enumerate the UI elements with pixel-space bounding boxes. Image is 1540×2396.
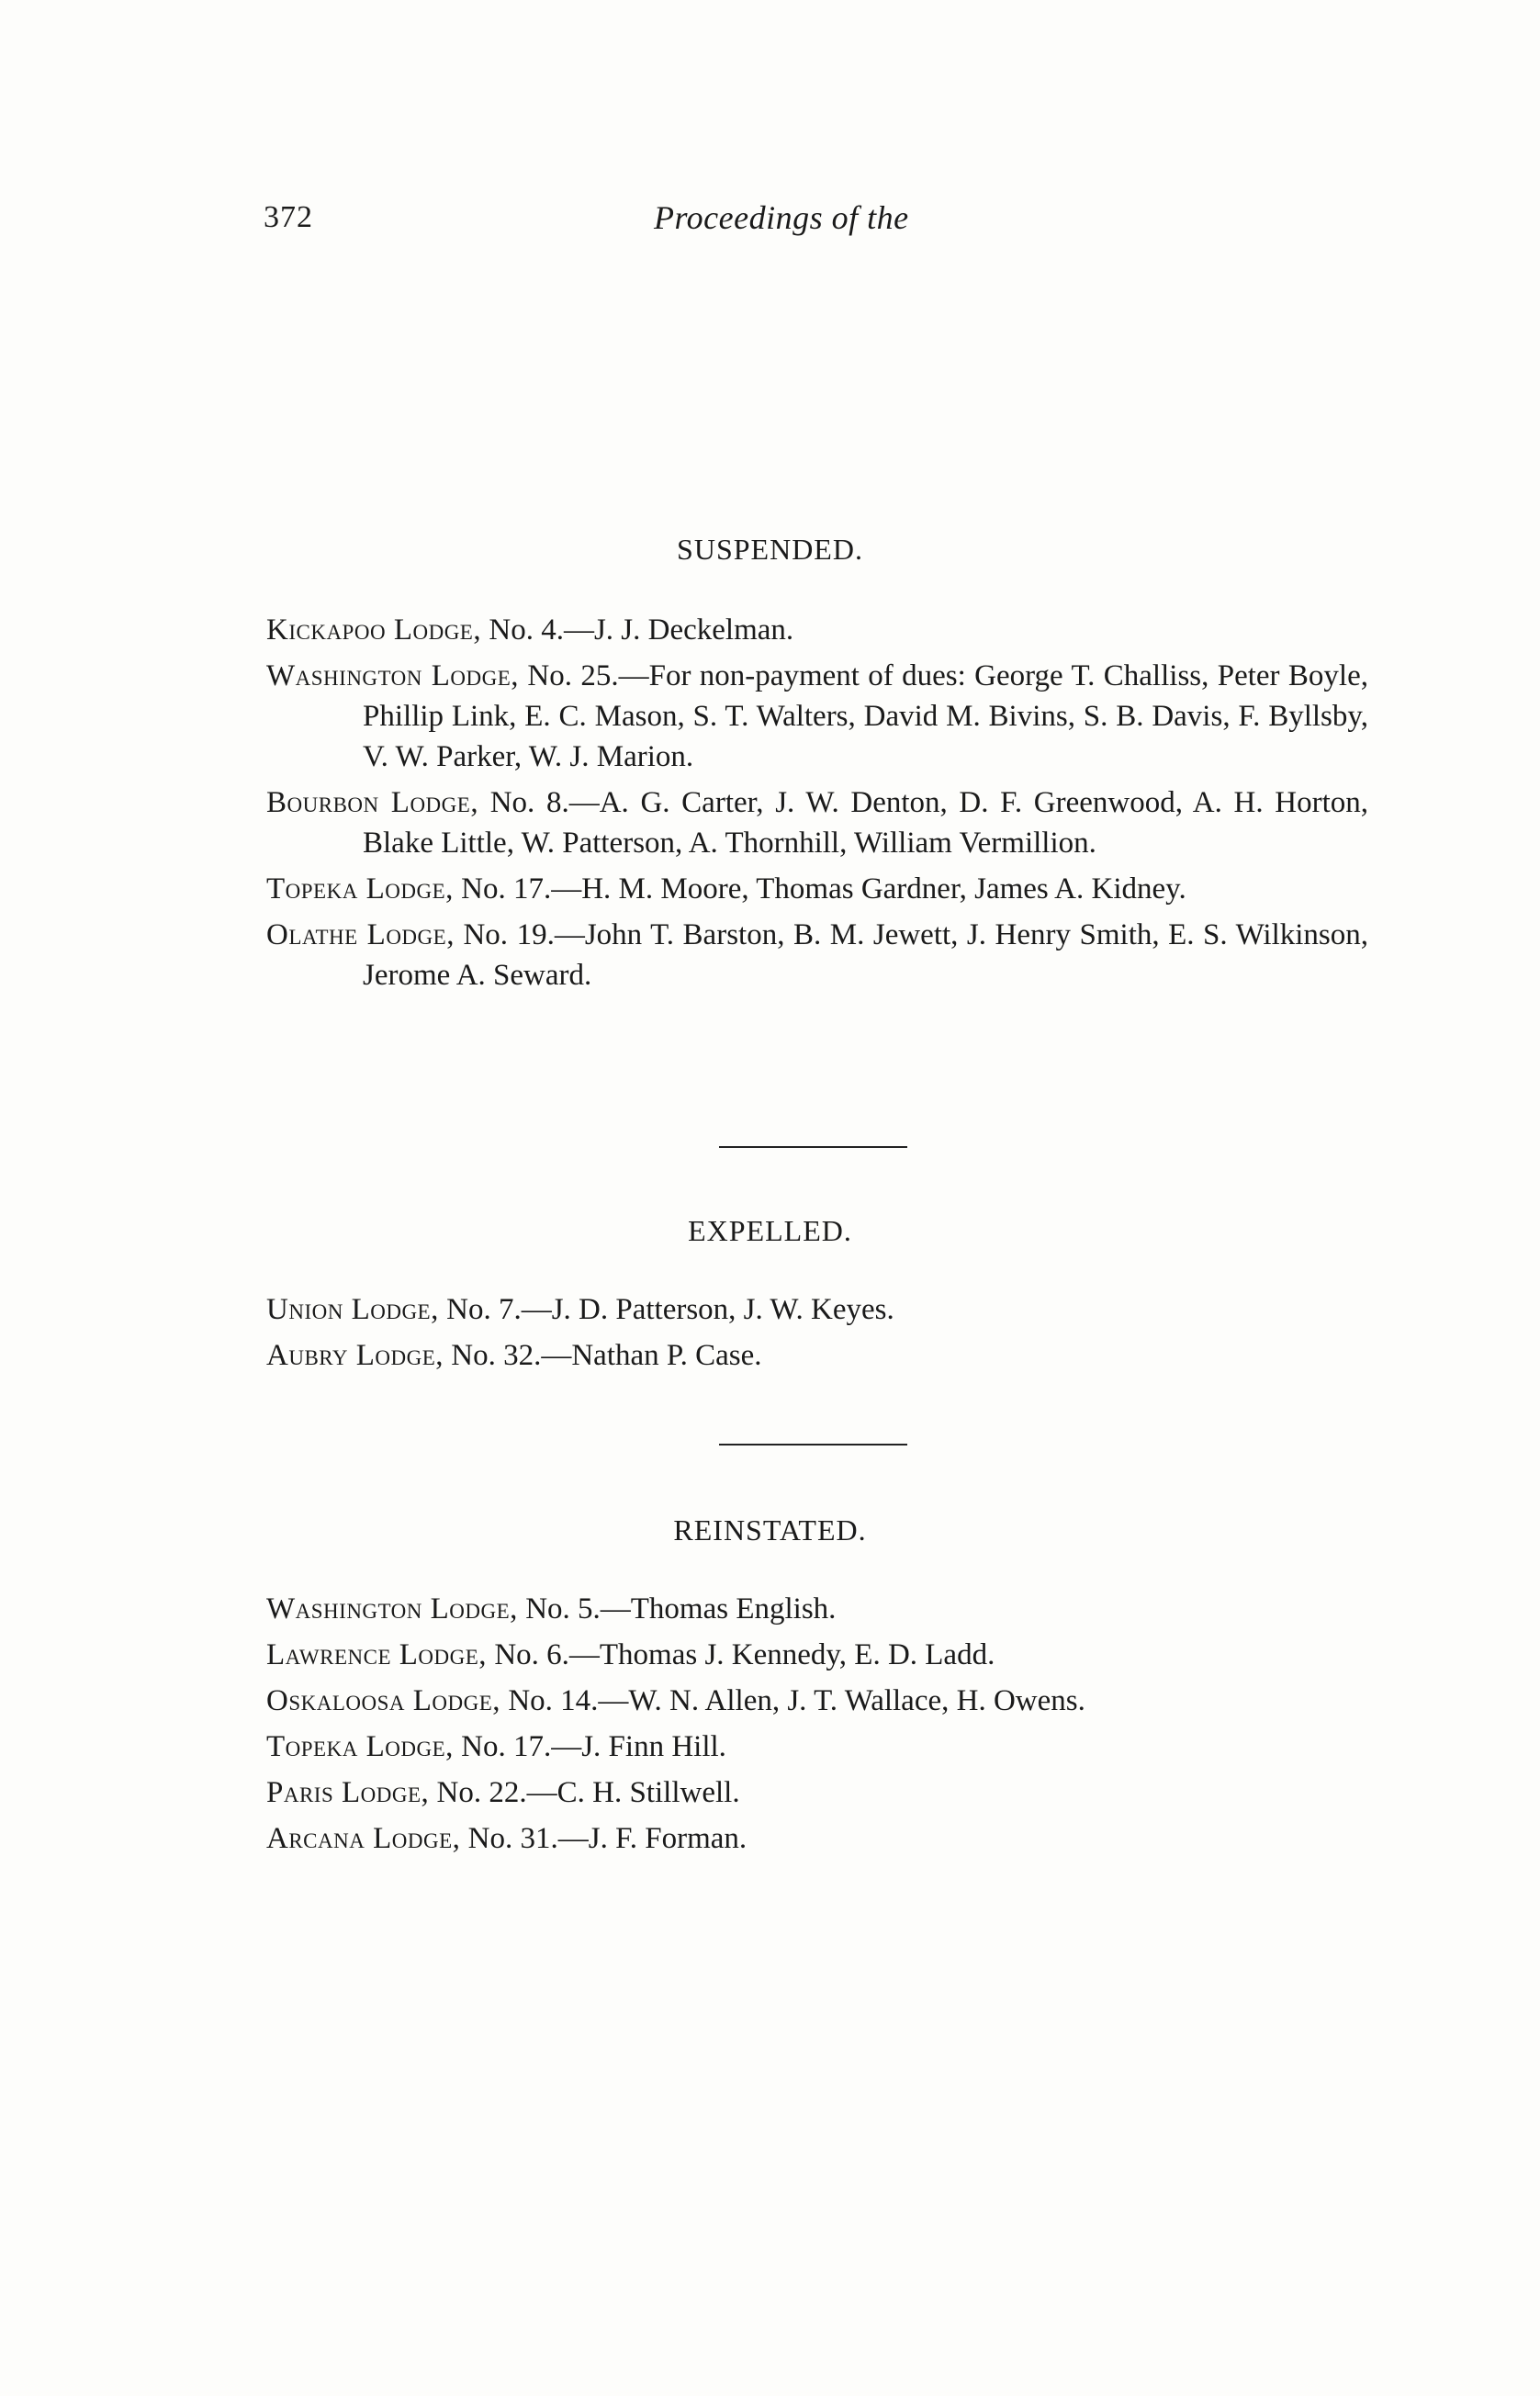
list-item — [266, 610, 1368, 650]
section-divider — [719, 1444, 907, 1445]
entry-details: No. 7.—J. D. Patterson, J. W. Keyes. — [438, 1293, 894, 1326]
entry-details: No. 22.—C. H. Stillwell. — [429, 1776, 740, 1809]
expelled-list — [266, 1289, 1368, 1381]
list-item — [266, 782, 1368, 863]
page-number: 372 — [264, 200, 313, 234]
lodge-name: Paris Lodge, — [266, 1776, 430, 1809]
lodge-name: Aubry Lodge, — [266, 1339, 444, 1372]
lodge-name: Bourbon Lodge, — [266, 786, 479, 819]
list-item — [266, 1681, 1368, 1721]
entry-details: No. 19.—John T. Barston, B. M. Jewett, J. Henry Smith, E. S. Wilkinson, Jerome A. Seward. — [363, 918, 1368, 992]
entry-details: No. 17.—J. Finn Hill. — [453, 1730, 726, 1763]
entry-details: No. 5.—Thomas English. — [517, 1592, 837, 1625]
running-title: Proceedings of the — [654, 199, 909, 236]
list-item — [266, 1289, 1368, 1330]
lodge-name: Arcana Lodge, — [266, 1822, 461, 1855]
entry-details: No. 25.—For non-payment of dues: George T. Challiss, Peter Boyle, Phillip Link, E. C. Mason, S. T. Walters, David M. Bivins, S. B. Davis, F. Byllsby, V. W. Parker, W. J. Marion. — [363, 659, 1368, 773]
list-item — [266, 1335, 1368, 1376]
list-item — [266, 869, 1368, 909]
section-heading-suspended: SUSPENDED. — [677, 533, 863, 566]
suspended-list — [266, 610, 1368, 1001]
section-heading-expelled: EXPELLED. — [688, 1214, 852, 1247]
lodge-name: Washington Lodge, — [266, 1592, 518, 1625]
lodge-name: Topeka Lodge, — [266, 872, 454, 906]
list-item — [266, 915, 1368, 996]
section-heading-reinstated: REINSTATED. — [673, 1513, 867, 1547]
entry-details: No. 17.—H. M. Moore, Thomas Gardner, James A. Kidney. — [453, 872, 1186, 906]
list-item — [266, 656, 1368, 777]
reinstated-list — [266, 1589, 1368, 1864]
list-item — [266, 1589, 1368, 1629]
lodge-name: Olathe Lodge, — [266, 918, 455, 951]
lodge-name: Topeka Lodge, — [266, 1730, 454, 1763]
entry-details: No. 32.—Nathan P. Case. — [444, 1339, 762, 1372]
list-item — [266, 1635, 1368, 1675]
list-item — [266, 1727, 1368, 1767]
lodge-name: Union Lodge, — [266, 1293, 439, 1326]
lodge-name: Lawrence Lodge, — [266, 1638, 488, 1671]
entry-details: No. 31.—J. F. Forman. — [460, 1822, 748, 1855]
entry-details: No. 4.—J. J. Deckelman. — [481, 613, 794, 647]
entry-details: No. 14.—W. N. Allen, J. T. Wallace, H. Owens. — [500, 1684, 1085, 1717]
entry-details: No. 8.—A. G. Carter, J. W. Denton, D. F. Greenwood, A. H. Horton, Blake Little, W. Patterson, A. Thornhill, William Vermillion. — [363, 786, 1368, 860]
list-item — [266, 1818, 1368, 1859]
section-divider — [719, 1146, 907, 1148]
lodge-name: Oskaloosa Lodge, — [266, 1684, 501, 1717]
lodge-name: Washington Lodge, — [266, 659, 520, 692]
entry-details: No. 6.—Thomas J. Kennedy, E. D. Ladd. — [487, 1638, 995, 1671]
lodge-name: Kickapoo Lodge, — [266, 613, 482, 647]
list-item — [266, 1772, 1368, 1813]
